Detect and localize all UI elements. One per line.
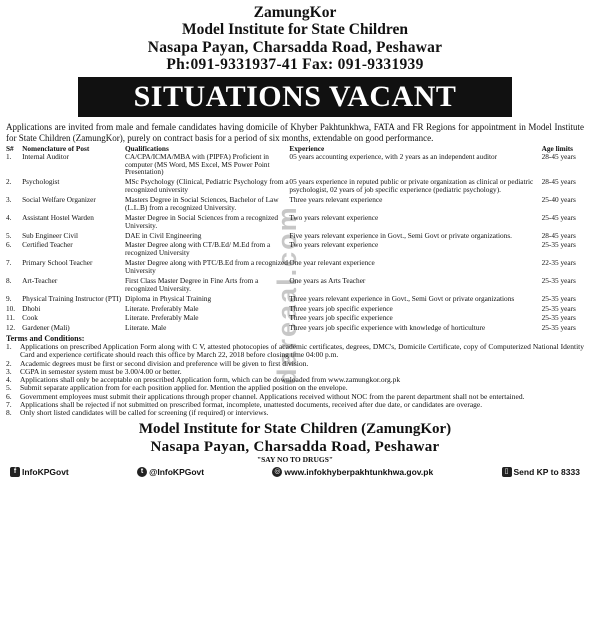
terms-item-number: 3.	[6, 366, 12, 376]
situations-vacant-banner: SITUATIONS VACANT	[78, 77, 512, 117]
cell-sn: 3.	[6, 195, 12, 204]
cell-experience: Two years relevant experience	[289, 212, 379, 222]
table-row	[6, 259, 584, 277]
footer-address: Nasapa Payan, Charsadda Road, Peshawar	[150, 438, 440, 455]
cell-post: Gardener (Mali)	[22, 323, 70, 333]
cell-age: 25-35 years	[541, 293, 576, 303]
terms-item-number: 5.	[6, 383, 12, 393]
cell-experience: Three years relevant experience	[289, 195, 383, 204]
cell-sn: 9.	[6, 293, 12, 303]
cell-experience: One years as Arts Teacher	[289, 275, 366, 285]
cell-experience: Five years relevant experience in Govt., Semi Govt or private organizations.	[289, 230, 512, 240]
cell-qualifications: Diploma in Physical Training	[125, 293, 212, 303]
cell-qualifications: Master Degree in Social Sciences from a recognized University.	[125, 212, 278, 230]
cell-age: 25-45 years	[541, 212, 576, 222]
cell-sn: 1.	[6, 151, 12, 161]
facebook-icon: f	[10, 467, 20, 477]
cell-qualifications: Literate. Preferably Male	[125, 303, 199, 313]
twitter-item	[137, 467, 204, 477]
cell-sn: 2.	[6, 177, 12, 187]
terms-item-number: 4.	[6, 375, 12, 385]
terms-item-text: Submit separate application from for each position applied for. Mention the applied position on the envelope.	[20, 383, 348, 393]
terms-item-text: CGPA in semester system must be 3.00/4.00 or better.	[20, 366, 182, 376]
col-header-post: Nomenclature of Post	[22, 143, 90, 153]
table-row	[6, 277, 584, 295]
cell-age: 28-45 years	[541, 151, 576, 161]
terms-item-text: Academic degrees must be first or second division and preference will be given to first division.	[20, 358, 309, 368]
terms-item-number: 2.	[6, 358, 12, 368]
cell-age: 28-45 years	[541, 230, 576, 240]
footer	[6, 421, 584, 464]
terms-item-number: 1.	[6, 342, 12, 352]
footer-institute: Model Institute for State Children (ZamungKor)	[138, 421, 452, 438]
cell-post: Psychologist	[22, 177, 60, 187]
terms-item-text: Only short listed candidates will be called for screening (if required) or interviews.	[20, 408, 269, 418]
header	[6, 4, 584, 73]
cell-age: 25-35 years	[541, 275, 576, 285]
col-header-qualifications: Qualifications	[125, 143, 169, 153]
cell-age: 22-35 years	[541, 258, 576, 268]
cell-post: Internal Auditor	[22, 151, 69, 161]
footer-slogan: "SAY NO TO DRUGS"	[256, 454, 334, 464]
cell-post: Physical Training Instructor (PTI)	[22, 293, 122, 303]
terms-title: Terms and Conditions:	[6, 334, 85, 344]
terms-item-text: Government employees must submit their applications through proper channel. Applications received without NOC from the parent department shall not be entertained.	[20, 391, 525, 401]
cell-sn: 11.	[6, 313, 15, 323]
cell-qualifications: Master Degree along with PTC/B.Ed from a recognized University	[125, 258, 288, 275]
twitter-icon: t	[137, 467, 147, 477]
website-url: www.infokhyberpakhtunkhwa.gov.pk	[284, 466, 434, 477]
cell-age: 25-35 years	[541, 313, 576, 323]
globe-icon: ◎	[274, 467, 281, 475]
cell-experience: One year relevant experience	[289, 258, 375, 268]
social-bar	[6, 467, 584, 477]
col-header-age: Age limits	[541, 143, 574, 153]
terms-item-number: 6.	[6, 391, 12, 401]
table-row	[6, 214, 584, 232]
facebook-item	[10, 467, 69, 477]
cell-qualifications: Literate. Male	[125, 323, 167, 333]
cell-experience: Three years job specific experience with knowledge of horticulture	[289, 323, 486, 333]
address: Nasapa Payan, Charsadda Road, Peshawar	[147, 38, 443, 56]
terms-item-text: Applications shall only be acceptable on prescribed Application form, which can be downloaded from www.zamungkor.org.pk	[20, 375, 401, 385]
terms-item-text: Applications on prescribed Application Form along with C V, attested photocopies of academic certificates, degrees, DMC's, Domicile Certificate, copy of Computerized National Identity Card and experience certificate should reach this office by March 22, 2018 before closing time 04:00 p.m.	[20, 342, 584, 360]
phone-fax: Ph:091-9331937-41 Fax: 091-9331939	[166, 56, 424, 74]
mobile-phone-icon: ▯	[502, 467, 512, 477]
intro-paragraph: Applications are invited from male and female candidates having domicile of Khyber Pakhtunkhwa, FATA and FR Regions for appointment in Model Institute for State Children (ZamungKor), purely on contract basis for a period of six months, extendable on good performance.	[6, 122, 584, 143]
cell-experience: 05 years experience in reputed public or private organization as clinical or pediatric psychologist, 02 years of job specific experience (pediatric psychology).	[289, 177, 534, 195]
cell-post: Primary School Teacher	[22, 258, 93, 268]
watermark: dareaal.com	[272, 205, 302, 385]
cell-post: Art-Teacher	[22, 275, 58, 285]
terms-item-text: Applications shall be rejected if not submitted on prescribed format, incomplete, unattested documents, received after due date, or candidates are overage.	[20, 399, 483, 409]
cell-post: Cook	[22, 313, 38, 323]
cell-experience: Three years job specific experience	[289, 313, 393, 323]
terms-item	[6, 409, 584, 417]
cell-age: 25-35 years	[541, 323, 576, 333]
cell-age: 25-40 years	[541, 195, 576, 204]
table-row	[6, 153, 584, 179]
col-header-sn: S#	[6, 143, 14, 153]
cell-qualifications: Literate. Preferably Male	[125, 313, 199, 323]
cell-sn: 5.	[6, 230, 12, 240]
cell-experience: Two years relevant experience	[289, 240, 379, 250]
cell-post: Sub Engineer Civil	[22, 230, 79, 240]
table-row	[6, 324, 584, 334]
org-name: ZamungKor	[253, 4, 337, 21]
terms-item-number: 7.	[6, 399, 12, 409]
terms-item-number: 8.	[6, 408, 12, 418]
facebook-handle: InfoKPGovt	[22, 466, 69, 477]
sms-text: Send KP to 8333	[513, 466, 580, 477]
cell-sn: 10.	[6, 303, 16, 313]
cell-age: 25-35 years	[541, 303, 576, 313]
cell-post: Assistant Hostel Warden	[22, 212, 94, 222]
website-item	[272, 467, 433, 477]
cell-qualifications: Master Degree along with CT/B.Ed/ M.Ed from a recognized University	[125, 240, 271, 258]
sms-item	[502, 467, 580, 477]
cell-qualifications: Masters Degree in Social Sciences, Bachelor of Law (L.L.B) from a recognized University.	[125, 195, 279, 212]
cell-qualifications: MSc Psychology (Clinical, Pediatric Psychology from a recognized university	[125, 177, 289, 195]
terms-list	[6, 343, 584, 417]
table-row	[6, 241, 584, 259]
table-row	[6, 178, 584, 196]
cell-age: 28-45 years	[541, 177, 576, 187]
cell-qualifications: CA/CPA/ICMA/MBA with (PIPFA) Proficient in computer (MS Word, MS Excel, MS Power Point Presentation)	[125, 151, 270, 177]
cell-experience: 05 years accounting experience, with 2 years as an independent auditor	[289, 151, 498, 161]
terms-item	[6, 343, 584, 360]
cell-age: 25-35 years	[541, 240, 576, 250]
cell-post: Certified Teacher	[22, 240, 73, 250]
posts-table	[6, 145, 584, 334]
cell-sn: 7.	[6, 258, 12, 268]
cell-post: Social Welfare Organizer	[22, 195, 96, 204]
cell-qualifications: First Class Master Degree in Fine Arts from a recognized University.	[125, 275, 259, 293]
cell-sn: 6.	[6, 240, 12, 250]
table-row	[6, 196, 584, 214]
cell-sn: 8.	[6, 275, 12, 285]
twitter-handle: @InfoKPGovt	[149, 466, 205, 477]
cell-post: Dhobi	[22, 303, 41, 313]
posts-table-body	[6, 153, 584, 335]
cell-experience: Three years relevant experience in Govt., Semi Govt or private organizations	[289, 293, 515, 303]
cell-qualifications: DAE in Civil Engineering	[125, 230, 202, 240]
cell-sn: 4.	[6, 212, 12, 222]
cell-experience: Three years job specific experience	[289, 303, 393, 313]
col-header-experience: Experience	[289, 143, 325, 153]
cell-sn: 12.	[6, 323, 16, 333]
institute-name: Model Institute for State Children	[182, 21, 408, 39]
